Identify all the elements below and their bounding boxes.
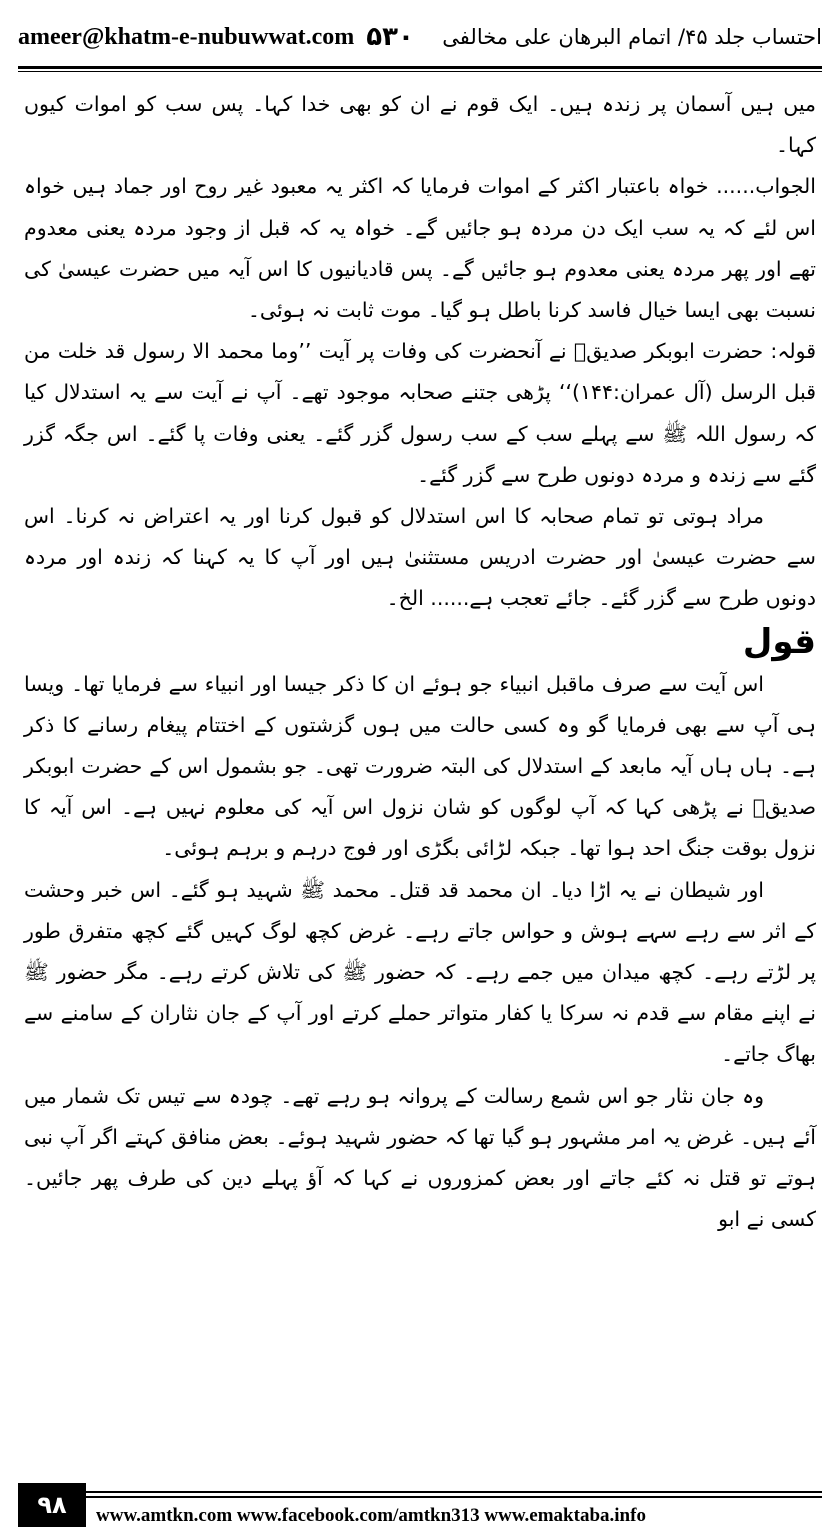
paragraph-3: قولہ: حضرت ابوبکر صدیقؓ نے آنحضرت کی وفات پر آیت ’’وما محمد الا رسول قد خلت من قبل الرسل (آل عمران:۱۴۴)‘‘ پڑھی جتنے صحابہ موجود تھے۔ آپ نے آیت سے یہ استدلال کیا کہ رسول اللہ ﷺ سے پہلے سب کے سب رسول گزر گئے۔ یعنی وفات پا گئے۔ اس جگہ گزر گئے سے زندہ و مردہ دونوں طرح سے گزر گئے۔ — [24, 339, 817, 487]
header-email: ameer@khatm-e-nubuwwat.com — [18, 23, 355, 50]
header-rule — [18, 66, 822, 69]
page-header — [18, 12, 822, 62]
footer-rule — [86, 1491, 822, 1493]
paragraph-5: اس آیت سے صرف ماقبل انبیاء جو ہوئے ان کا ذکر جیسا اور انبیاء سے فرمایا تھا۔ ویسا ہی آپ سے بھی فرمایا گو وہ کسی حالت میں ہوں گزشتوں کے اختتام پیغام رسانے کا ذکر ہے۔ ہاں ہاں آیہ مابعد کے استدلال کی البتہ ضرورت تھی۔ جو بشمول اس کے حضرت ابوبکر صدیقؓ نے پڑھی کہا کہ آپ لوگوں کو شان نزول اس آیہ کی معلوم نہیں ہے۔ اس آیہ کا نزول بوقت جنگ احد ہوا تھا۔ جبکہ لڑائی بگڑی اور فوج درہم و برہم ہوئی۔ — [24, 671, 816, 861]
header-rule-thin — [18, 71, 822, 72]
footer-urls: www.amtkn.com www.facebook.com/amtkn313 www.emaktaba.info — [96, 1505, 646, 1526]
header-page-number: ۵۳۰ — [366, 22, 414, 52]
paragraph-2: الجواب...... خواہ باعتبار اکثر کے اموات فرمایا کہ اکثر یہ معبود غیر روح اور جماد ہیں خواہ اس لئے کہ یہ سب ایک دن مردہ ہو جائیں گے۔ خواہ یہ کہ قبل از وجود مردہ یعنی معدوم تھے اور پھر مردہ یعنی معدوم ہو جائیں گے۔ پس قادیانیوں کا اس آیہ میں حضرت عیسیٰ کی نسبت بھی ایسا خیال فاسد کرنا باطل ہو گیا۔ موت ثابت نہ ہوئی۔ — [24, 174, 816, 323]
footer-bar — [86, 1483, 822, 1527]
paragraph-6: اور شیطان نے یہ اڑا دیا۔ ان محمد قد قتل۔ محمد ﷺ شہید ہو گئے۔ اس خبر وحشت کے اثر سے رہے سہے ہوش و حواس جاتے رہے۔ غرض کچھ لوگ کہیں گئے کچھ متفرق طور پر لڑتے رہے۔ کچھ میدان میں جمے رہے۔ کہ حضور ﷺ کی تلاش کرتے رہے۔ مگر حضور ﷺ نے اپنے مقام سے قدم نہ سرکا یا کفار متواتر حملے کرتے اور آپ کے جان نثاران کے سامنے سے بھاگ جاتے۔ — [24, 877, 816, 1067]
page-body — [24, 84, 816, 1469]
footer-rule-2 — [86, 1496, 822, 1498]
running-title: احتساب جلد ۴۵/ اتمام البرهان علی مخالفی — [442, 25, 822, 49]
section-heading: قول — [742, 621, 816, 662]
paragraph-7: وہ جان نثار جو اس شمع رسالت کے پروانہ ہو رہے تھے۔ چودہ سے تیس تک شمار میں آئے ہیں۔ غرض یہ امر مشہور ہو گیا تھا کہ حضور شہید ہوئے۔ بعض منافق کہتے اگر آپ نبی ہوتے تو قتل نہ کئے جاتے اور بعض کمزوروں نے کہا کہ آؤ پہلے دین کی طرف پھر جائیں۔ کسی نے ابو — [24, 1083, 816, 1232]
header-left — [18, 22, 414, 52]
footer-page-number: ۹۸ — [18, 1483, 86, 1527]
paragraph-4: مراد ہوتی تو تمام صحابہ کا اس استدلال کو قبول کرنا اور یہ اعتراض نہ کرنا۔ اس سے حضرت عیسیٰ اور حضرت ادریس مستثنیٰ ہیں اور آپ کا یہ کہنا کہ زندہ اور مردہ دونوں طرح سے گزر گئے۔ جائے تعجب ہے...... الخ۔ — [24, 504, 816, 611]
paragraph-1: میں ہیں آسمان پر زندہ ہیں۔ ایک قوم نے ان کو بھی خدا کہا۔ پس سب کو اموات کیوں کہا۔ — [24, 92, 816, 158]
page-footer — [18, 1482, 822, 1528]
